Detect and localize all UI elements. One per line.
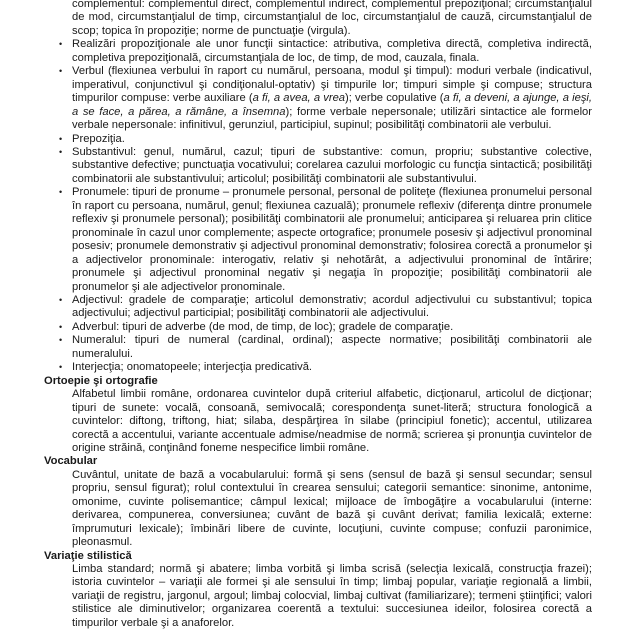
list-item: • Pronumele: tipuri de pronume – pronumele personal, personal de politeţe (flexiunea pronumelui personal în raport cu persoana, numărul, genul; flexiunea cazuală); pronumele reflexiv (diferenţa dintre pronumele reflexiv şi pronumele personal); posibilităţi combinatorii ale pronumelui; anticiparea şi reluarea prin clitice pronominale în cazul unor complemente; aspecte ortografice; pronumele posesiv şi adjectivul pronominal posesiv; pronumele demonstrativ şi adjectivul pronominal demonstrativ; folosirea corectă a pronumelor şi a adjectivelor pronominale: interogativ, relativ şi nehotărât, a adjectivului pronominal de întărire; pronumele şi adjectivul pronominal negativ şi negaţia în propoziţie; posibilităţi combinatorii ale pronumelor şi ale adjectivelor pronominale. — [59, 186, 592, 293]
list-item: • Prepoziţia. — [59, 132, 125, 145]
list-item: • Numeralul: tipuri de numeral (cardinal, ordinal); aspecte normative; posibilităţi combinatorii ale numeralului. — [59, 334, 592, 360]
grammar-topic-list — [0, 38, 637, 374]
bullet-icon: • — [59, 66, 63, 77]
bullet-icon: • — [59, 39, 63, 50]
list-item: • Adverbul: tipuri de adverbe (de mod, de timp, de loc); gradele de comparaţie. — [59, 320, 454, 333]
section-heading-ortoepie: Ortoepie şi ortografie — [44, 374, 158, 387]
bullet-icon: • — [59, 187, 63, 198]
section-body-vocabular: Cuvântul, unitate de bază a vocabularului: formă şi sens (sensul de bază şi sensul secundar; sensul propriu, sensul figurat); rolul contextului în crearea sensului; categorii semantice: sinonime, antonime, omonime, cuvinte polisemantice; câmpul lexical; mijloace de îmbogăţire a vocabularului (interne: derivarea, compunerea, conversiunea; cuvânt de bază şi cuvânt derivat; familia lexicală; externe: împrumuturi lexicale); îmbinări libere de cuvinte, locuţiuni, cuvinte compuse; confuzii paronimice, pleonasmul. — [72, 468, 592, 549]
bullet-icon: • — [59, 146, 63, 157]
list-item: • Verbul (flexiunea verbului în raport cu numărul, persoana, modul şi timpul): moduri verbale (indicativul, imperativul, conjunctivul şi condiţionalul-optativ) şi timpurile lor; timpuri simple şi compuse; structura timpurilor compuse: verbe auxiliare (a fi, a avea, a vrea); verbe copulative (a fi, a deveni, a ajunge, a ieşi, a se face, a părea, a rămâne, a însemna); forme verbale nepersonale; utilizări sintactice ale formelor verbale nepersonale: infinitivul, gerunziul, participiul, supinul; posibilităţi combinatorii ale verbului. — [59, 65, 593, 132]
section-body-variatie: Limba standard; normă şi abatere; limba vorbită şi limba scrisă (selecţia lexicală, construcţia frazei); istoria cuvintelor – variaţii ale formei şi ale sensului în timp; limbaj popular, variaţie regională a limbii, variaţii de registru, jargonul, argoul; limbaj colocvial, limbaj cultivat (familiarizare); termeni ştiinţifici; valori stilistice ale diminutivelor; organizarea coerentă a textului: succesiunea ideilor, folosirea corectă a timpurilor verbale şi a anaforelor. — [72, 563, 592, 629]
bullet-icon: • — [59, 294, 63, 305]
continuation-paragraph: complementul: complementul direct, complementul indirect, complementul prepoziţional; circumstanţialul de mod, circumstanţialul de timp, circumstanţialul de loc, circumstanţialul de cauză, circumstanţialul de scop; topica în propoziţie; norme de punctuaţie (virgula). — [72, 0, 592, 37]
bullet-icon: • — [59, 362, 63, 373]
section-body-ortoepie: Alfabetul limbii române, ordonarea cuvintelor după criteriul alfabetic, dicţionarul, articolul de dicţionar; tipuri de sunete: vocală, consoană, semivocală; corespondenţa sunet-literă; structura fonologică a cuvintelor: diftong, triftong, hiat; silaba, despărţirea în silabe (principiul fonetic); accentul, utilizarea corectă a accentului, variante accentuale admise/neadmise de normă; scrierea şi pronunţia cuvintelor de origine străină, conţinând foneme nespecifice limbii române. — [72, 388, 592, 454]
section-heading-vocabular: Vocabular — [44, 455, 98, 468]
list-item: • Adjectivul: gradele de comparaţie; articolul demonstrativ; acordul adjectivului cu substantivul; topica adjectivului; adjectivul participial; posibilităţi combinatorii ale adjectivului. — [59, 293, 592, 320]
list-item: • Realizări propoziţionale ale unor funcţii sintactice: atributiva, completiva directă, completiva indirectă, completiva prepoziţională, circumstanţiala de loc, de timp, de mod, cauzala, finala. — [59, 38, 592, 64]
bullet-icon: • — [59, 321, 63, 332]
section-heading-variatie: Variaţie stilistică — [44, 549, 132, 562]
bullet-icon: • — [59, 335, 63, 346]
list-item: • Interjecţia; onomatopeele; interjecţia predicativă. — [59, 361, 313, 374]
list-item: • Substantivul: genul, numărul, cazul; tipuri de substantive: comun, propriu; substantive colective, substantive defective; punctuaţia vocativului; corelarea cazului morfologic cu funcţia sintactică; posibilităţi combinatorii ale substantivului; articolul; posibilităţi combinatorii ale substantivului. — [59, 145, 592, 185]
bullet-icon: • — [59, 133, 63, 144]
